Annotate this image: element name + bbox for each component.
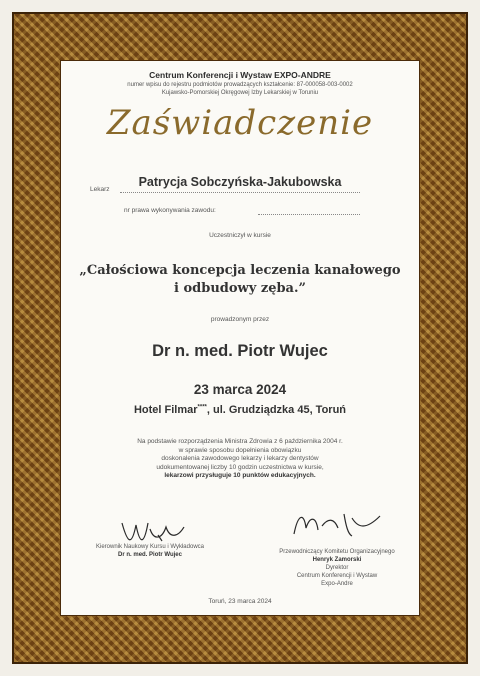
signature-right-org-1: Centrum Konferencji i Wystaw [296,573,378,579]
signature-right-graphic [288,508,388,542]
signature-left-title: Kierownik Naukowy Kursu i Wykładowca [96,544,204,550]
chamber-line: Kujawsko-Pomorskiej Okręgowej Izby Lekarskiej w Toruniu [161,90,319,96]
signature-right-org-2: Expo-Andre [321,581,353,587]
venue-stars: **** [197,404,207,411]
course-date: 23 marca 2024 [193,382,287,397]
legal-line-2: w sprawie sposobu dopełnienia obowiązku [178,446,302,454]
venue [0,404,480,416]
signature-right-title: Przewodniczący Komitetu Organizacyjnego [279,549,395,555]
signature-left-name: Dr n. med. Piotr Wujec [118,552,182,558]
name-underline [120,192,360,193]
certificate-title: Zaświadczenie [106,103,374,143]
license-label: nr prawa wykonywania zawodu: [124,207,216,214]
legal-line-1: Na podstawie rozporządzenia Ministra Zdrowia z 6 października 2004 r. [137,438,343,445]
footer-place-date: Toruń, 23 marca 2024 [208,598,272,605]
signature-left [90,543,210,559]
course-title-line2: i odbudowy zęba.” [174,281,306,296]
legal-line-3: doskonalenia zawodowego lekarzy i lekarzy dentystów [161,455,319,462]
signature-right-role: Dyrektor [325,565,349,571]
course-title [0,262,480,298]
legal-notice [95,438,385,481]
venue-address: , ul. Grudziądzka 45, Toruń [206,404,347,416]
license-underline [258,214,360,215]
role-label: Lekarz [90,186,110,193]
course-title-line1: „Całościowa koncepcja leczenia kanałowego [79,263,401,278]
venue-name: Hotel Filmar [133,404,198,416]
legal-line-4: udokumentowanej liczby 10 godzin uczestnictwa w kursie, [156,463,324,471]
course-intro: Uczestniczył w kursie [209,232,271,239]
led-by-label: prowadzonym przez [210,316,270,323]
legal-line-5: lekarzowi przysługuje 10 punktów edukacyjnych. [164,472,316,479]
recipient-name: Patrycja Sobczyńska-Jakubowska [138,175,342,189]
signature-right [262,548,412,588]
lecturer-name: Dr n. med. Piotr Wujec [152,342,328,360]
signature-right-name: Henryk Zamorski [312,557,362,563]
organization-name: Centrum Konferencji i Wystaw EXPO-ANDRE [149,70,331,80]
registry-line: numer wpisu do rejestru podmiotów prowadzących kształcenie: 87-000058-003-0002 [127,82,353,88]
